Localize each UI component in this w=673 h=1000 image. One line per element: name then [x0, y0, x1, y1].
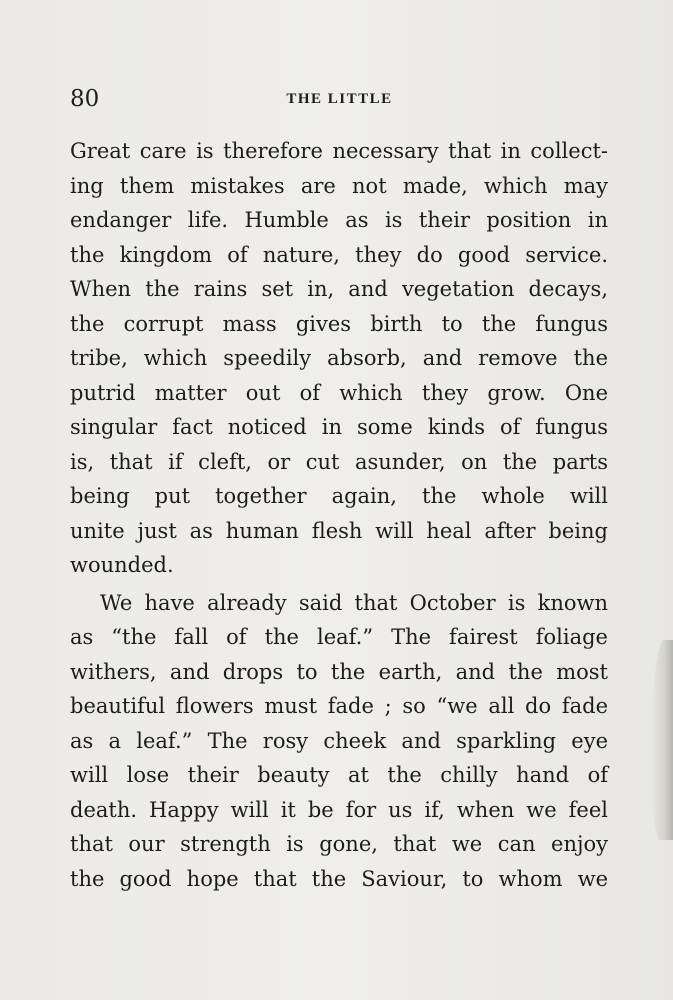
text-line: We have already said that October is known	[100, 590, 608, 615]
text-line: as “the fall of the leaf.” The fairest foliage	[70, 625, 608, 649]
text-line: is, that if cleft, or cut asunder, on the parts	[70, 449, 608, 474]
text-line: death. Happy will it be for us if, when we feel	[70, 797, 608, 822]
text-line: wounded.	[70, 553, 174, 577]
text-line: singular fact noticed in some kinds of fungus	[70, 415, 608, 439]
page-edge-damage	[651, 640, 673, 840]
text-line: the kingdom of nature, they do good service.	[70, 242, 608, 267]
text-line: ing them mistakes are not made, which may	[70, 173, 608, 198]
text-line: the corrupt mass gives birth to the fungus	[70, 311, 608, 336]
page-number: 80	[70, 86, 100, 112]
body-text	[70, 134, 608, 896]
text-line: When the rains set in, and vegetation decays,	[70, 277, 608, 301]
text-line: will lose their beauty at the chilly hand of	[70, 763, 608, 787]
text-line: unite just as human flesh will heal after being	[70, 518, 608, 543]
text-line: putrid matter out of which they grow. One	[70, 380, 608, 405]
text-line: Great care is therefore necessary that in collect-	[70, 139, 608, 163]
text-line: that our strength is gone, that we can enjoy	[70, 832, 608, 856]
text-line: tribe, which speedily absorb, and remove the	[70, 346, 608, 370]
text-line: withers, and drops to the earth, and the most	[70, 659, 608, 684]
text-line: as a leaf.” The rosy cheek and sparkling eye	[70, 728, 608, 753]
running-head: THE LITTLE	[286, 91, 393, 107]
text-line: the good hope that the Saviour, to whom we	[70, 866, 608, 891]
text-line: being put together again, the whole will	[70, 484, 608, 508]
text-line: endanger life. Humble as is their position in	[70, 208, 608, 232]
text-line: beautiful flowers must fade ; so “we all do fade	[70, 694, 608, 718]
page-header	[70, 84, 609, 114]
